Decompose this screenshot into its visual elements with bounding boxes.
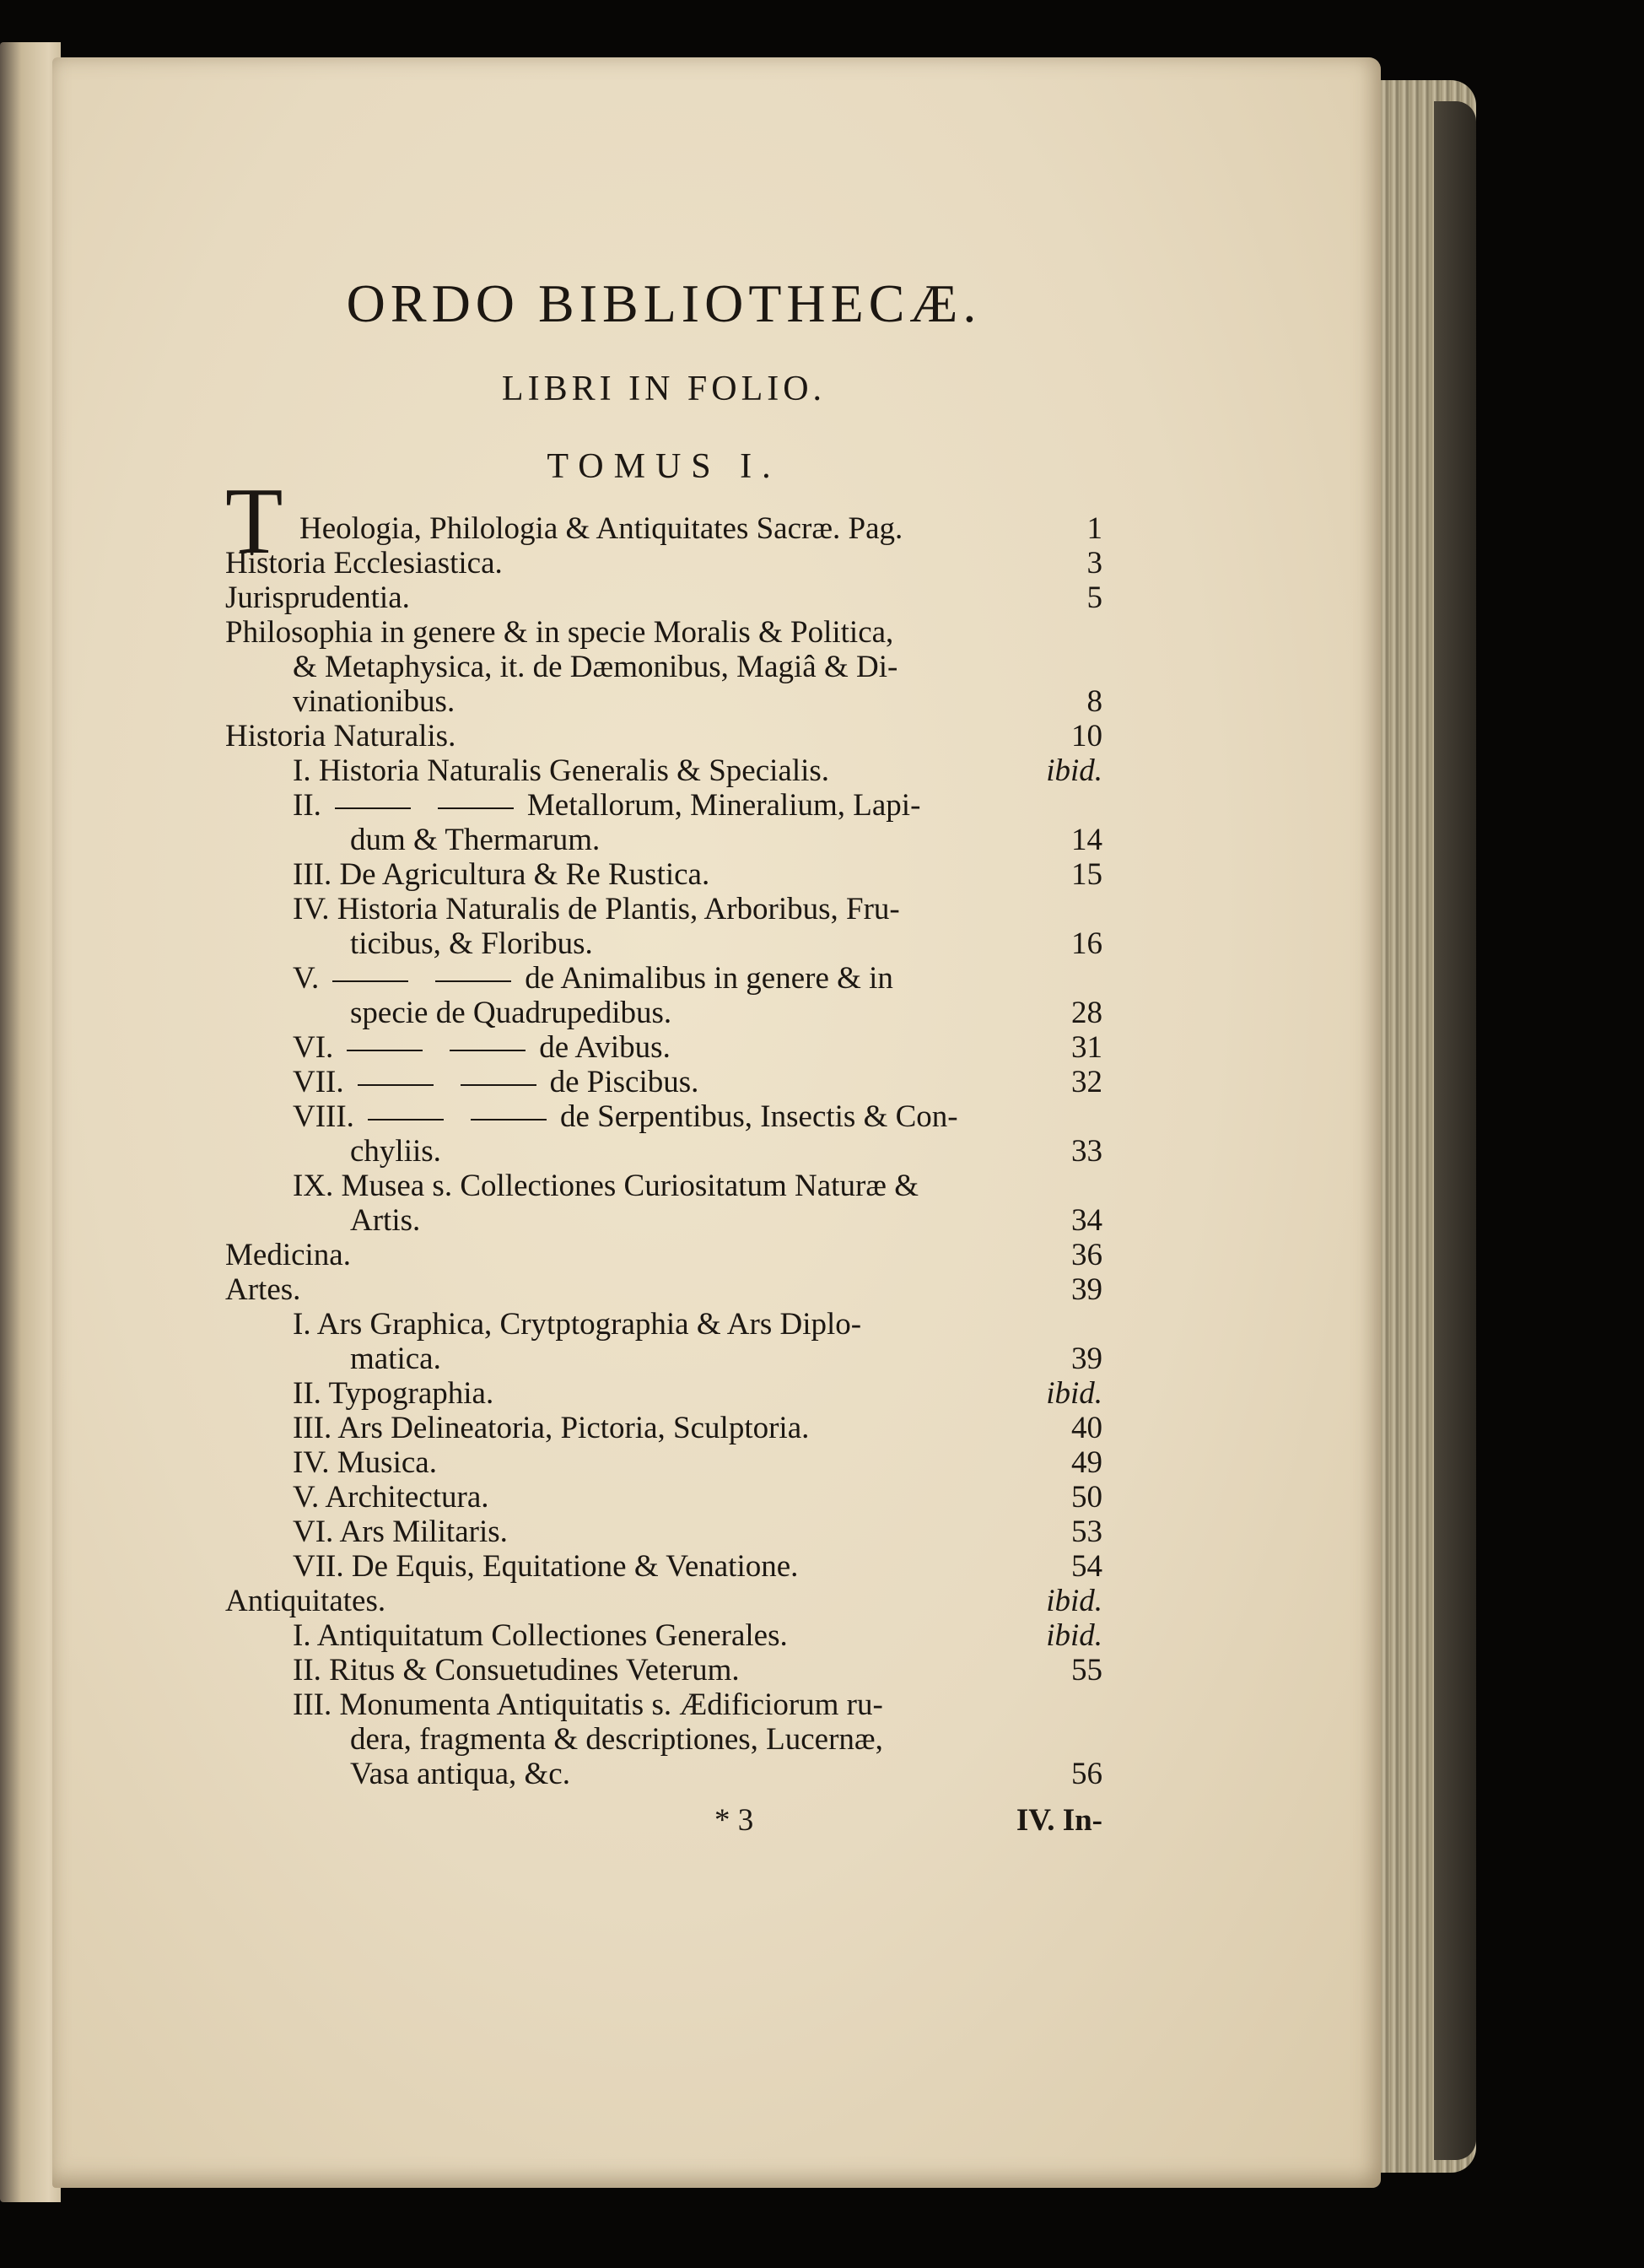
page-subtitle: LIBRI IN FOLIO. bbox=[501, 370, 827, 408]
entry-page: ibid. bbox=[1046, 1618, 1102, 1653]
text-block bbox=[225, 209, 1102, 1838]
page-footer bbox=[225, 1803, 1102, 1838]
entry-page: ibid. bbox=[1046, 1584, 1102, 1618]
entry-numeral: VII. bbox=[293, 1065, 344, 1099]
entry-page: 54 bbox=[1071, 1549, 1102, 1584]
entry-label: dum & Thermarum. bbox=[350, 823, 601, 857]
entry-label: Philosophia in genere & in specie Moralis & Politica, bbox=[225, 615, 894, 650]
toc-entry-continuation bbox=[225, 996, 1102, 1030]
ditto-dash bbox=[332, 980, 408, 982]
ditto-dash bbox=[450, 1050, 526, 1051]
entry-label: III. Ars Delineatoria, Pictoria, Sculptoria. bbox=[293, 1411, 810, 1445]
entry-label: Jurisprudentia. bbox=[225, 580, 410, 615]
entry-label: chyliis. bbox=[350, 1134, 441, 1169]
entry-page: ibid. bbox=[1046, 753, 1102, 788]
ditto-dash bbox=[435, 980, 511, 982]
ditto-dash bbox=[368, 1119, 444, 1120]
toc-subentry bbox=[225, 753, 1102, 788]
toc-entry-continuation bbox=[225, 926, 1102, 961]
entry-page: 32 bbox=[1071, 1065, 1102, 1099]
entry-label: II. Ritus & Consuetudines Veterum. bbox=[293, 1653, 740, 1688]
entry-label: III. Monumenta Antiquitatis s. Ædificiorum ru- bbox=[293, 1688, 883, 1722]
toc-subentry bbox=[225, 1549, 1102, 1584]
signature-mark: * 3 bbox=[714, 1803, 754, 1838]
entry-page: ibid. bbox=[1046, 1376, 1102, 1411]
table-of-contents bbox=[225, 469, 1102, 1791]
ditto-dash bbox=[461, 1084, 536, 1086]
entry-label: I. Historia Naturalis Generalis & Specialis. bbox=[293, 753, 830, 788]
drop-cap: T bbox=[225, 469, 283, 574]
entry-label: IX. Musea s. Collectiones Curiositatum Naturæ & bbox=[293, 1169, 919, 1203]
toc-entry-continuation bbox=[225, 1757, 1102, 1791]
entry-page: 40 bbox=[1071, 1411, 1102, 1445]
entry-page: 3 bbox=[1086, 546, 1102, 580]
entry-page: 31 bbox=[1071, 1030, 1102, 1065]
toc-subentry bbox=[225, 857, 1102, 892]
toc-entry-continuation bbox=[225, 1722, 1102, 1757]
ditto-dash bbox=[471, 1119, 547, 1120]
book-page bbox=[52, 57, 1381, 2188]
toc-subentry bbox=[225, 1445, 1102, 1480]
toc-subentry bbox=[225, 1307, 1102, 1342]
entry-label: I. Ars Graphica, Crytptographia & Ars Diplo- bbox=[293, 1307, 862, 1342]
entry-page: 56 bbox=[1071, 1757, 1102, 1791]
toc-entry-continuation bbox=[225, 650, 1102, 684]
toc-entry-continuation bbox=[225, 684, 1102, 719]
entry-page: 1 bbox=[1086, 511, 1102, 546]
toc-subentry bbox=[225, 1515, 1102, 1549]
toc-subentry bbox=[225, 1065, 1102, 1099]
entry-label bbox=[293, 788, 1102, 823]
ditto-dash bbox=[347, 1050, 423, 1051]
entry-page: 36 bbox=[1071, 1238, 1102, 1272]
toc-subentry bbox=[225, 788, 1102, 823]
entry-label: I. Antiquitatum Collectiones Generales. bbox=[293, 1618, 788, 1653]
toc-subentry bbox=[225, 1688, 1102, 1722]
toc-subentry bbox=[225, 1099, 1102, 1134]
entry-label: Artes. bbox=[225, 1272, 301, 1307]
entry-page: 10 bbox=[1071, 719, 1102, 753]
entry-page: 8 bbox=[1086, 684, 1102, 719]
book-back-shadow bbox=[1434, 101, 1476, 2160]
toc-entry bbox=[225, 546, 1102, 580]
entry-page: 53 bbox=[1071, 1515, 1102, 1549]
entry-label: vinationibus. bbox=[293, 684, 455, 719]
toc-entry bbox=[225, 1584, 1102, 1618]
entry-label: Medicina. bbox=[225, 1238, 351, 1272]
ditto-dash bbox=[438, 807, 514, 809]
toc-entry bbox=[225, 719, 1102, 753]
entry-page: 55 bbox=[1071, 1653, 1102, 1688]
entry-label: III. De Agricultura & Re Rustica. bbox=[293, 857, 710, 892]
entry-label: II. Typographia. bbox=[293, 1376, 494, 1411]
entry-label: IV. Musica. bbox=[293, 1445, 437, 1480]
entry-numeral: VI. bbox=[293, 1030, 334, 1065]
catchword: IV. In- bbox=[1016, 1803, 1102, 1838]
entry-label: matica. bbox=[350, 1342, 441, 1376]
toc-entry bbox=[225, 1238, 1102, 1272]
entry-text: de Avibus. bbox=[539, 1030, 671, 1065]
entry-page: 28 bbox=[1071, 996, 1102, 1030]
entry-label: Heologia, Philologia & Antiquitates Sacræ. Pag. bbox=[299, 511, 903, 546]
entry-label: V. Architectura. bbox=[293, 1480, 489, 1515]
toc-subentry bbox=[225, 1653, 1102, 1688]
toc-entry bbox=[225, 615, 1102, 650]
toc-entry-continuation bbox=[225, 1342, 1102, 1376]
tome-heading: TOMUS I. bbox=[547, 447, 781, 486]
entry-numeral: II. bbox=[293, 788, 321, 823]
toc-subentry bbox=[225, 1618, 1102, 1653]
entry-label: VI. Ars Militaris. bbox=[293, 1515, 508, 1549]
toc-subentry bbox=[225, 1411, 1102, 1445]
page-title: ORDO BIBLIOTHECÆ. bbox=[346, 273, 982, 333]
entry-label: Antiquitates. bbox=[225, 1584, 386, 1618]
entry-label: Artis. bbox=[350, 1203, 421, 1238]
toc-entry bbox=[225, 1272, 1102, 1307]
ditto-dash bbox=[335, 807, 411, 809]
entry-label: Vasa antiqua, &c. bbox=[350, 1757, 570, 1791]
entry-page: 49 bbox=[1071, 1445, 1102, 1480]
entry-label: VII. De Equis, Equitatione & Venatione. bbox=[293, 1549, 799, 1584]
toc-subentry bbox=[225, 1480, 1102, 1515]
entry-page: 15 bbox=[1071, 857, 1102, 892]
entry-label: IV. Historia Naturalis de Plantis, Arboribus, Fru- bbox=[293, 892, 900, 926]
entry-label bbox=[293, 961, 1102, 996]
entry-text: de Piscibus. bbox=[549, 1065, 699, 1099]
entry-page: 50 bbox=[1071, 1480, 1102, 1515]
ditto-dash bbox=[358, 1084, 434, 1086]
entry-label: dera, fragmenta & descriptiones, Lucernæ, bbox=[350, 1722, 883, 1757]
entry-label bbox=[293, 1030, 1061, 1065]
entry-numeral: V. bbox=[293, 961, 320, 996]
toc-entry bbox=[225, 580, 1102, 615]
entry-page: 5 bbox=[1086, 580, 1102, 615]
toc-subentry bbox=[225, 1169, 1102, 1203]
toc-subentry bbox=[225, 1376, 1102, 1411]
entry-page: 14 bbox=[1071, 823, 1102, 857]
toc-subentry bbox=[225, 1030, 1102, 1065]
entry-page: 39 bbox=[1071, 1342, 1102, 1376]
entry-text: Metallorum, Mineralium, Lapi- bbox=[526, 788, 921, 823]
entry-label: specie de Quadrupedibus. bbox=[350, 996, 672, 1030]
entry-label: Historia Naturalis. bbox=[225, 719, 456, 753]
toc-entry-continuation bbox=[225, 823, 1102, 857]
entry-page: 39 bbox=[1071, 1272, 1102, 1307]
entry-label: ticibus, & Floribus. bbox=[350, 926, 593, 961]
toc-entry-continuation bbox=[225, 1203, 1102, 1238]
entry-label: & Metaphysica, it. de Dæmonibus, Magiâ & Di- bbox=[293, 650, 898, 684]
toc-subentry bbox=[225, 892, 1102, 926]
toc-subentry bbox=[225, 961, 1102, 996]
entry-page: 33 bbox=[1071, 1134, 1102, 1169]
entry-label: Historia Ecclesiastica. bbox=[225, 546, 503, 580]
entry-label bbox=[293, 1065, 1061, 1099]
toc-entry-continuation bbox=[225, 1134, 1102, 1169]
entry-text: de Serpentibus, Insectis & Con- bbox=[559, 1099, 958, 1134]
entry-page: 34 bbox=[1071, 1203, 1102, 1238]
entry-label bbox=[293, 1099, 1102, 1134]
entry-text: de Animalibus in genere & in bbox=[525, 961, 893, 996]
entry-page: 16 bbox=[1071, 926, 1102, 961]
entry-numeral: VIII. bbox=[293, 1099, 354, 1134]
